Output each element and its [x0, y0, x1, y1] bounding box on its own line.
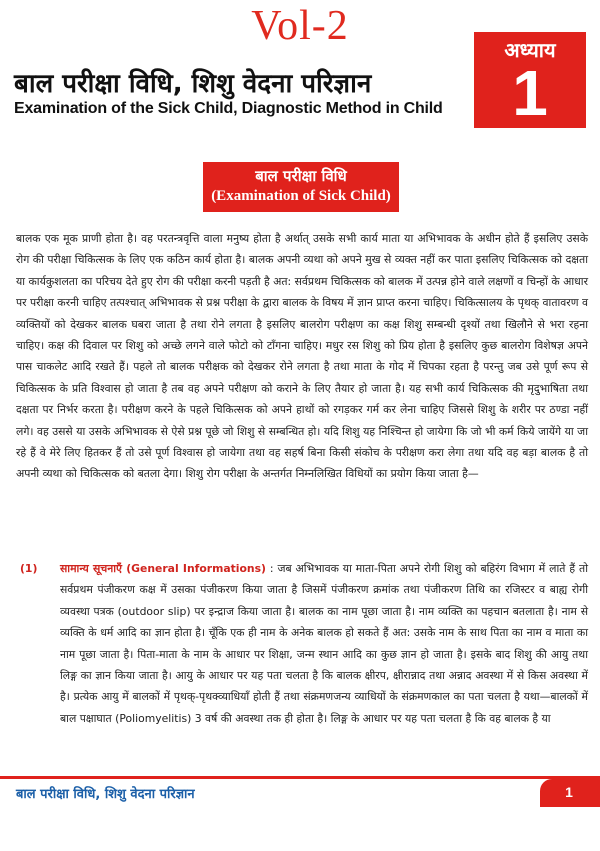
section-heading-box [203, 162, 399, 212]
chapter-title-hindi: बाल परीक्षा विधि, शिशु वेदना परिज्ञान [14, 69, 372, 99]
chapter-badge [474, 32, 586, 128]
list-item-number: (1) [20, 562, 38, 575]
footer-title: बाल परीक्षा विधि, शिशु वेदना परिज्ञान [16, 787, 195, 802]
footer-rule [0, 776, 600, 779]
section-heading-english: (Examination of Sick Child) [211, 188, 391, 204]
chapter-word: अध्याय [504, 38, 556, 62]
volume-label: Vol-2 [251, 3, 349, 49]
list-item [16, 558, 588, 729]
section-heading-hindi: बाल परीक्षा विधि [255, 167, 347, 185]
chapter-number: 1 [512, 57, 548, 129]
list-item-heading: सामान्य सूचनाएँ (General Informations) [60, 562, 266, 575]
intro-paragraph: बालक एक मूक प्राणी होता है। वह परतन्त्रवृत्ति वाला मनुष्य होता है अर्थात् उसके सभी कार्य माता या अभिभावक के अधीन होते हैं इसलिए उसके रोग की परीक्षा चिकित्सक के लिए एक कठिन कार्य होता है। बालक अपनी व्यथा को अपने मुख से व्यक्त नहीं कर पाता इसलिए चिकित्सक को दक्षता या कार्यकुशलता का परिचय देते हुए रोग की परीक्षा करनी पड़ती है अत: सर्वप्रथम चिकित्सक को बालक में उत्पन्न होने वाले लक्षणों व चिन्हों के आधार पर परीक्षा करनी चाहिए तत्पश्चात् अभिभावक से प्रश्न परीक्षा के द्वारा बालक के विषय में ज्ञान प्राप्त करना चाहिए। चिकित्सालय के पृथक् वातावरण व व्यक्तियों को देखकर बालक घबरा जाता है तथा रोने लगता है इसलिए बालरोग परीक्षण का कक्ष शिशु सम्बन्धी दृश्यों तथा खिलौने से भरा रहना चाहिए। कक्ष की दिवाल पर शिशु को अच्छे लगने वाले फोटो को टाँगना चाहिए। मधुर रस शिशु को प्रिय होता है इसलिए कुछ बालरोग विशेषज्ञ अपने पास चाकलेट आदि रखते हैं। पहले तो बालक परीक्षक को देखकर रोने लगता है तथा माता के गोद में चिपका रहता है परन्तु जब उसे पूर्ण रूप से चिकित्सक के प्रति विश्वास हो जाता है तब वह अपने परीक्षण को कराने के लिए तैयार हो जाता है। यह सभी कार्य चिकित्सक की मृदुभाषिता तथा दक्षता पर निर्भर करता है। परीक्षण करने के पहले चिकित्सक को अपने हाथों को रगड़कर गर्म कर लेना चाहिए जिससे शिशु के शरीर पर ठण्डा नहीं लगे। वह उससे या उसके अभिभावक से ऐसे प्रश्न पूछे जो शिशु से सम्बन्धित हो। यदि शिशु यह निश्चिन्त हो जायेगा कि जो भी कर्म किये जायेंगे या जा रहे हैं वे मेरे लिए हितकर हैं तो उसे पूर्ण विश्वास हो जायेगा तथा वह सहर्ष बिना किसी संकोच के परीक्षण करा लेगा तथा यदि वह बड़ा बालक है तो अपनी व्यथा को चिकित्सक को बतला देगा। शिशु रोग परीक्षा के अन्तर्गत निम्नलिखित विधियों का प्रयोग किया जाता है— [16, 232, 588, 481]
page-number: 1 [565, 784, 573, 800]
list-item-text: : जब अभिभावक या माता-पिता अपने रोगी शिशु को बहिरंग विभाग में लाते हैं तो सर्वप्रथम पंजीकरण कक्ष में उसका पंजीकरण किया जाता है जिसमें पंजीकरण क्रमांक तथा पंजीकरण तिथि का रजिस्टर व बाह्य रोगी व्यवस्था पत्रक (outdoor slip) पर इन्द्राज किया जाता है। बालक का नाम पूछा जाता है। नाम व्यक्ति का पहचान बतलाता है। नाम से व्यक्ति के धर्म आदि का ज्ञान होता है। चूँकि एक ही नाम के अनेक बालक हो सकते हैं अत: उसके नाम के साथ पिता का नाम व माता का नाम पूछा जाता है। पिता-माता के नाम के आधार पर शिक्षा, जन्म स्थान आदि का कुछ ज्ञान हो जाता है। इसके बाद शिशु की आयु तथा लिङ्ग का ज्ञान किया जाता है। आयु के आधार पर यह पता चलता है कि बालक क्षीरप, क्षीरान्नाद तथा अन्नाद अवस्था में से किस अवस्था में है। प्रत्येक आयु में बालकों में पृथक्-पृथक्व्याधियाँ होती हैं तथा संक्रमणजन्य व्याधियों के संक्रमणकाल का पता चलता है यथा—बालकों में बाल पक्षाघात (Poliomyelitis) 3 वर्ष की अवस्था तक ही होता है। लिङ्ग के आधार पर यह पता चलता है कि वह बालक है या [60, 562, 588, 725]
chapter-title-english: Examination of the Sick Child, Diagnostic Method in Child [14, 100, 443, 117]
